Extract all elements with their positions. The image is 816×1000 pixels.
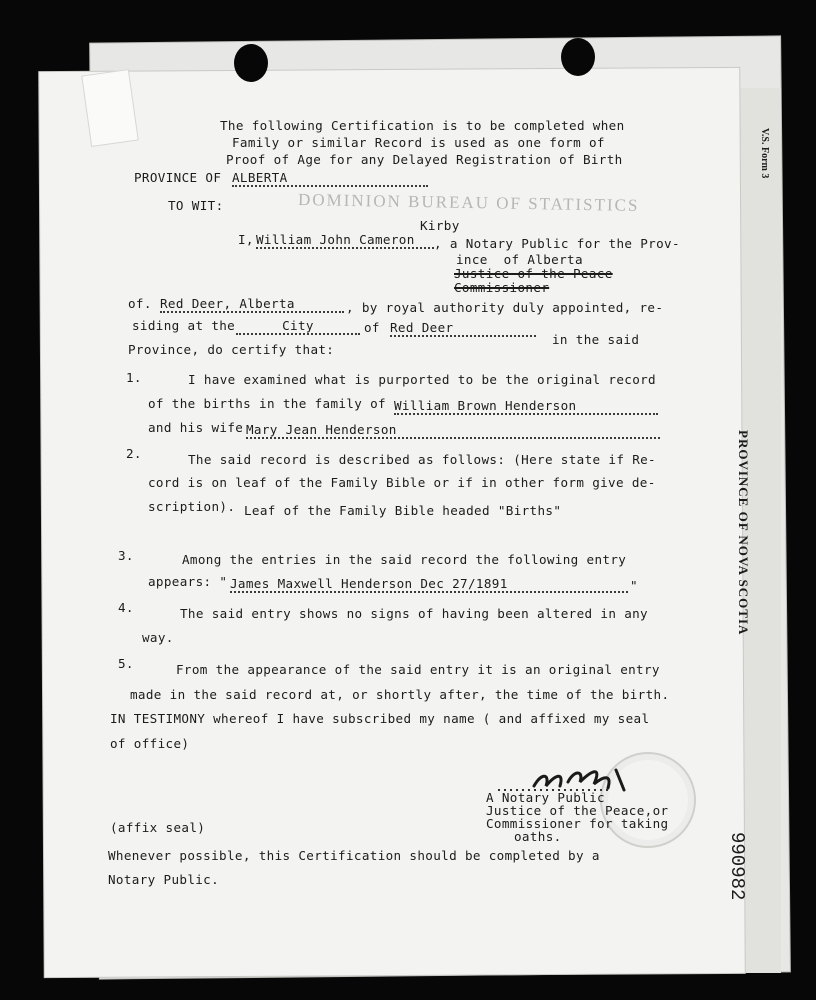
item-1-text-c: and his wife [148, 420, 244, 435]
item-4-text-a: The said entry shows no signs of having been altered in any [180, 606, 648, 621]
of-label-2: of [364, 320, 380, 335]
item-4-text-b: way. [142, 630, 174, 645]
item-2-text-c: scription). [148, 499, 236, 514]
signature-title-1: A Notary Public [486, 790, 605, 805]
residing-label: siding at the [132, 318, 236, 333]
of-label: of. [128, 296, 152, 311]
province-certify-text: Province, do certify that: [128, 342, 335, 357]
item-4-number: 4. [118, 600, 134, 615]
authority-text: , by royal authority duly appointed, re- [346, 300, 664, 315]
province-value: ALBERTA [232, 170, 428, 187]
item-3-text-a: Among the entries in the said record the following entry [182, 552, 627, 567]
to-wit-label: TO WIT: [168, 198, 224, 213]
item-1-text-b: of the births in the family of [148, 396, 386, 411]
city-value: Red Deer [390, 320, 536, 337]
punch-hole-right [561, 38, 595, 76]
header-line-1: The following Certification is to be completed when [220, 118, 625, 133]
notary-name-addition: Kirby [420, 218, 460, 233]
serial-number: 990982 [726, 832, 748, 901]
signature-title-3: Commissioner for taking [486, 816, 669, 831]
struck-justice-of-peace: Justice of the Peace [454, 266, 613, 281]
notary-name: William John Cameron [256, 232, 434, 249]
form-number-label: V.S. Form 3 [759, 128, 770, 179]
mother-name: Mary Jean Henderson [246, 422, 660, 439]
testimony-line-2: of office) [110, 736, 190, 751]
province-label: PROVINCE OF [134, 170, 222, 185]
item-3-text-b: appears: " [148, 574, 228, 589]
affix-seal-note: (affix seal) [110, 820, 206, 835]
signature-title-2: Justice of the Peace,or [486, 803, 669, 818]
header-line-3: Proof of Age for any Delayed Registration of Birth [226, 152, 623, 167]
birth-entry: James Maxwell Henderson Dec 27/1891 [230, 576, 628, 593]
header-line-2: Family or similar Record is used as one form of [232, 135, 605, 150]
notary-title-line-1: , a Notary Public for the Prov- [434, 236, 680, 251]
footer-line-1: Whenever possible, this Certification should be completed by a [108, 848, 600, 863]
item-2-text-a: The said record is described as follows: (Here state if Re- [188, 452, 656, 467]
place-value: Red Deer, Alberta [160, 296, 344, 313]
item-3-text-c: " [630, 578, 638, 593]
residing-value: City [236, 318, 360, 335]
background-print-text: DOMINION BUREAU OF STATISTICS [297, 190, 640, 215]
testimony-line-1: IN TESTIMONY whereof I have subscribed my name ( and affixed my seal [110, 711, 650, 726]
footer-line-2: Notary Public. [108, 872, 220, 887]
item-1-number: 1. [126, 370, 142, 385]
notary-prefix: I, [238, 232, 254, 247]
signature-title-4: oaths. [514, 829, 562, 844]
item-5-text-b: made in the said record at, or shortly after, the time of the birth. [130, 687, 670, 702]
punch-hole-left [234, 44, 268, 82]
record-description: Leaf of the Family Bible headed "Births" [244, 503, 562, 518]
struck-commissioner: Commissioner [454, 280, 550, 295]
province-stamp: PROVINCE OF NOVA SCOTIA [736, 430, 751, 636]
item-5-number: 5. [118, 656, 134, 671]
item-1-text-a: I have examined what is purported to be the original record [188, 372, 656, 387]
in-the-said-text: in the said [552, 332, 640, 347]
item-2-number: 2. [126, 446, 142, 461]
folded-corner [81, 69, 139, 147]
notary-title-line-2: ince of Alberta [456, 252, 583, 267]
item-2-text-b: cord is on leaf of the Family Bible or if in other form give de- [148, 475, 656, 490]
father-name: William Brown Henderson [394, 398, 658, 415]
item-3-number: 3. [118, 548, 134, 563]
item-5-text-a: From the appearance of the said entry it is an original entry [176, 662, 660, 677]
